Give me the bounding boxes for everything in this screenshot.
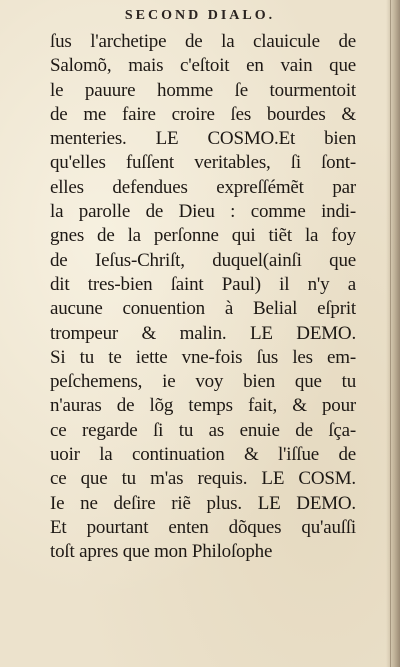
text-line: la parolle de Dieu : comme indi- — [50, 201, 356, 223]
text-line: n'auras de lõg temps fait, & pour — [50, 395, 356, 417]
text-line: dit tres-bien ſaint Paul) il n'y a — [50, 273, 356, 295]
text-line: de me faire croire ſes bourdes & — [50, 103, 356, 125]
text-line: toſt apres que mon Philoſophe — [50, 541, 273, 563]
text-line: elles defendues expreſſémẽt par — [50, 176, 356, 198]
text-line: qu'elles fuſſent veritables, ſi ſont- — [50, 152, 356, 174]
text-line: Salomõ, mais c'eſtoit en vain que — [50, 55, 356, 77]
text-line: ce que tu m'as requis. LE COSM. — [50, 468, 356, 490]
text-line: aucune conuention à Belial eſprit — [50, 298, 356, 320]
page-fold-line — [390, 0, 391, 667]
page-gutter-shadow — [386, 0, 400, 667]
text-line: de Ieſus-Chriſt, duquel(ainſi que — [50, 249, 356, 271]
text-line: menteries. LE COSMO.Et bien — [50, 128, 356, 150]
text-line: Ie ne deſire riẽ plus. LE DEMO. — [50, 492, 356, 514]
running-head: SECOND DIALO. — [124, 8, 276, 23]
text-line: ſus l'archetipe de la clauicule de — [50, 31, 356, 52]
text-line: le pauure homme ſe tourmentoit — [50, 79, 356, 101]
text-line: ce regarde ſi tu as enuie de ſça- — [50, 419, 356, 441]
text-line: trompeur & malin. LE DEMO. — [50, 322, 356, 344]
text-line: uoir la continuation & l'iſſue de — [50, 444, 356, 466]
text-line: peſchemens, ie voy bien que tu — [50, 371, 356, 393]
text-line: Et pourtant enten dõques qu'auſſi — [50, 516, 356, 538]
text-line: Si tu te iette vne-fois ſus les em- — [50, 346, 356, 368]
text-line: gnes de la perſonne qui tiẽt la foy — [50, 225, 356, 247]
body-text — [50, 30, 356, 565]
